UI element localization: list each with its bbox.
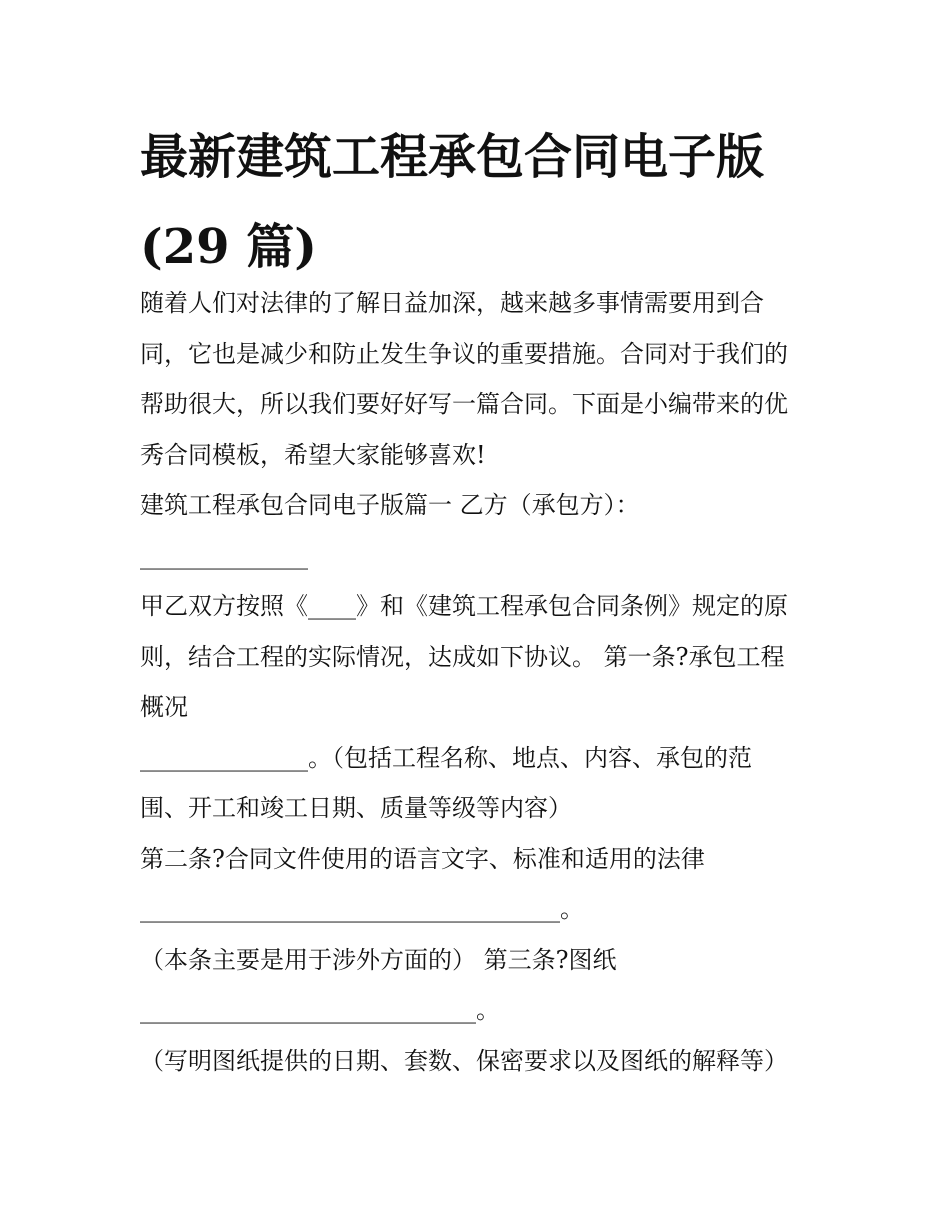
title-line-1: 最新建筑工程承包合同电子版 (140, 129, 765, 185)
document-body (140, 278, 815, 1086)
text-line: （本条主要是用于涉外方面的） 第三条?图纸 (140, 945, 617, 974)
blank-fill-line: ____________________________。 (140, 996, 500, 1024)
blank-fill-line: ______________。（包括工程名称、地点、内容、承包的范 (140, 743, 752, 772)
text-line: 概况 (140, 693, 188, 721)
text-line: 秀合同模板，希望大家能够喜欢! (140, 440, 486, 469)
blank-fill-line: ___________________________________。 (140, 895, 584, 923)
text-line: 同，它也是减少和防止发生争议的重要措施。合同对于我们的 (140, 339, 788, 368)
title-line-2: (29 篇) (140, 219, 317, 275)
document-title (140, 112, 840, 292)
blank-fill-line: ______________ (140, 541, 308, 570)
text-line: 第二条?合同文件使用的语言文字、标准和适用的法律 (140, 844, 705, 873)
section-heading-line: 建筑工程承包合同电子版篇一 乙方（承包方）： (140, 491, 640, 519)
text-line: 围、开工和竣工日期、质量等级等内容） (140, 794, 572, 822)
text-line: 随着人们对法律的了解日益加深，越来越多事情需要用到合 (140, 289, 764, 317)
text-line: （写明图纸提供的日期、套数、保密要求以及图纸的解释等） (140, 1046, 788, 1075)
text-line: 则，结合工程的实际情况，达成如下协议。 第一条?承包工程 (140, 642, 785, 671)
text-line: 帮助很大，所以我们要好好写一篇合同。下面是小编带来的优 (140, 390, 788, 418)
text-line: 甲乙双方按照《____》和《建筑工程承包合同条例》规定的原 (140, 592, 788, 620)
